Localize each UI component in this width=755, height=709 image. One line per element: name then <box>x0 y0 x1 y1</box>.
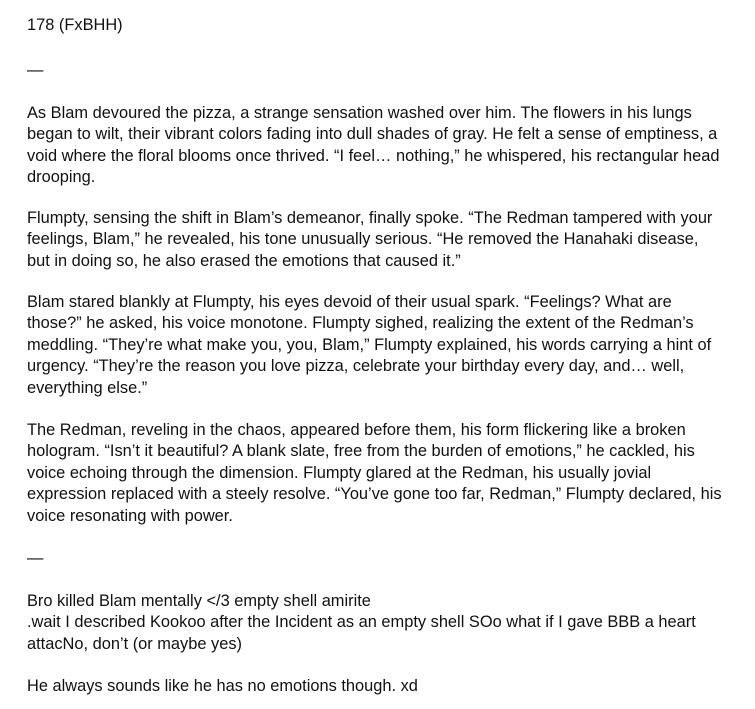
header-text: 178 (FxBHH) <box>27 16 123 34</box>
section-divider: — <box>27 549 44 567</box>
post-header <box>27 15 732 36</box>
story-paragraph-3: Blam stared blankly at Flumpty, his eyes devoid of their usual spark. “Feelings? What are those?” he asked, his voice monotone. Flumpty sighed, realizing the extent of the Redman’s meddling. “They’re what make you, you, Blam,” Flumpty explained, his words carrying a hint of urgency. “They’re the reason you love pizza, celebrate your birthday every day, and… well, everything else.” <box>27 293 712 397</box>
story-paragraph-1: As Blam devoured the pizza, a strange sensation washed over him. The flowers in his lungs began to wilt, their vibrant colors fading into dull shades of gray. He felt a sense of emptiness, a void where the floral blooms once thrived. “I feel… nothing,” he whispered, his rectangular head drooping. <box>27 104 720 187</box>
section-divider: — <box>27 61 44 79</box>
story-paragraph-4: The Redman, reveling in the chaos, appeared before them, his form flickering like a broken hologram. “Isn’t it beautiful? A blank slate, free from the burden of emotions,” he cackled, his voice echoing through the dimension. Flumpty glared at the Redman, his usually jovial expression replaced with a steely resolve. “You’ve gone too far, Redman,” Flumpty declared, his voice resonating with power. <box>27 421 722 525</box>
author-note-2: He always sounds like he has no emotions though. xd <box>27 677 418 695</box>
story-paragraph-2: Flumpty, sensing the shift in Blam’s demeanor, finally spoke. “The Redman tampered with your feelings, Blam,” he revealed, his tone unusually serious. “He removed the Hanahaki disease, but in doing so, he also erased the emotions that caused it.” <box>27 209 713 270</box>
author-note-1: Bro killed Blam mentally </3 empty shell amirite .wait I described Kookoo after the Incident as an empty shell SOo what if I gave BBB a heart attacNo, don’t (or maybe yes) <box>27 592 696 653</box>
